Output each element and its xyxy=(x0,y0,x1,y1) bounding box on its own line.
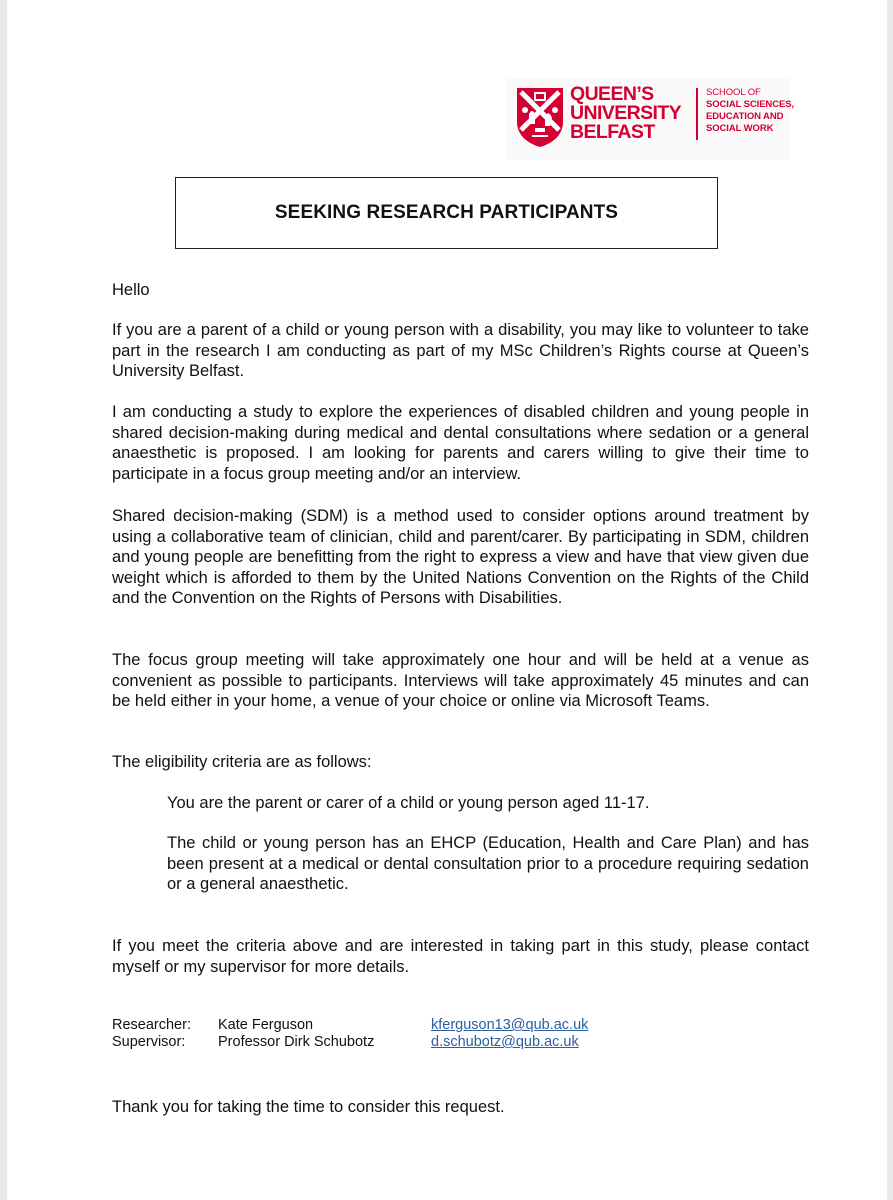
school-name xyxy=(706,87,794,135)
school-name-line: EDUCATION AND xyxy=(706,111,784,122)
heading-box xyxy=(175,177,718,249)
contact-name: Professor Dirk Schubotz xyxy=(218,1034,375,1050)
school-name-line: SOCIAL SCIENCES, xyxy=(706,99,794,110)
university-name-line: UNIVERSITY xyxy=(570,102,682,124)
page-title: SEEKING RESEARCH PARTICIPANTS xyxy=(274,202,619,223)
paragraph-study: I am conducting a study to explore the experiences of disabled children and young people in shared decision-making during medical and dental consultations where sedation or a general anaesthetic is proposed. I am looking for parents and carers willing to give their time to participate in a focus group meeting and/or an interview. xyxy=(112,403,809,483)
paragraph-sdm: Shared decision-making (SDM) is a method used to consider options around treatment by using a collaborative team of clinician, child and parent/carer. By participating in SDM, children and young people are benefitting from the right to express a view and have that view given due weight which is afforded to them by the United Nations Convention on the Rights of the Child and the Convention on the Rights of Persons with Disabilities. xyxy=(112,507,809,608)
paragraph-focus-group: The focus group meeting will take approximately one hour and will be held at a venue as convenient as possible to participants. Interviews will take approximately 45 minutes and can be held either in your home, a venue of your choice or online via Microsoft Teams. xyxy=(112,651,809,711)
criteria-item: The child or young person has an EHCP (Education, Health and Care Plan) and has been present at a medical or dental consultation prior to a procedure requiring sedation or a general anaesthetic. xyxy=(167,834,809,894)
closing-text: Thank you for taking the time to consider this request. xyxy=(112,1098,505,1116)
researcher-email-link[interactable]: kferguson13@qub.ac.uk xyxy=(431,1017,589,1033)
greeting: Hello xyxy=(112,281,150,299)
university-name-line: BELFAST xyxy=(570,121,655,143)
school-name-line: SCHOOL OF xyxy=(706,87,761,98)
university-name-line: QUEEN’S xyxy=(570,83,654,105)
contact-role: Researcher: xyxy=(112,1017,191,1033)
logo-divider xyxy=(696,88,698,140)
university-crest-icon xyxy=(515,86,565,148)
contact-name: Kate Ferguson xyxy=(218,1017,314,1033)
university-name xyxy=(570,85,681,142)
paragraph-volunteer: If you are a parent of a child or young person with a disability, you may like to volunteer to take part in the research I am conducting as part of my MSc Children’s Rights course at Queen’s University Belfast. xyxy=(112,321,809,381)
university-logo xyxy=(507,78,794,160)
contact-request: If you meet the criteria above and are interested in taking part in this study, please contact myself or my supervisor for more details. xyxy=(112,937,809,976)
school-name-line: SOCIAL WORK xyxy=(706,123,774,134)
criteria-item: You are the parent or carer of a child or young person aged 11-17. xyxy=(167,794,650,812)
document-page xyxy=(7,0,887,1200)
supervisor-email-link[interactable]: d.schubotz@qub.ac.uk xyxy=(431,1034,579,1050)
criteria-intro: The eligibility criteria are as follows: xyxy=(112,753,372,771)
contact-role: Supervisor: xyxy=(112,1034,186,1050)
